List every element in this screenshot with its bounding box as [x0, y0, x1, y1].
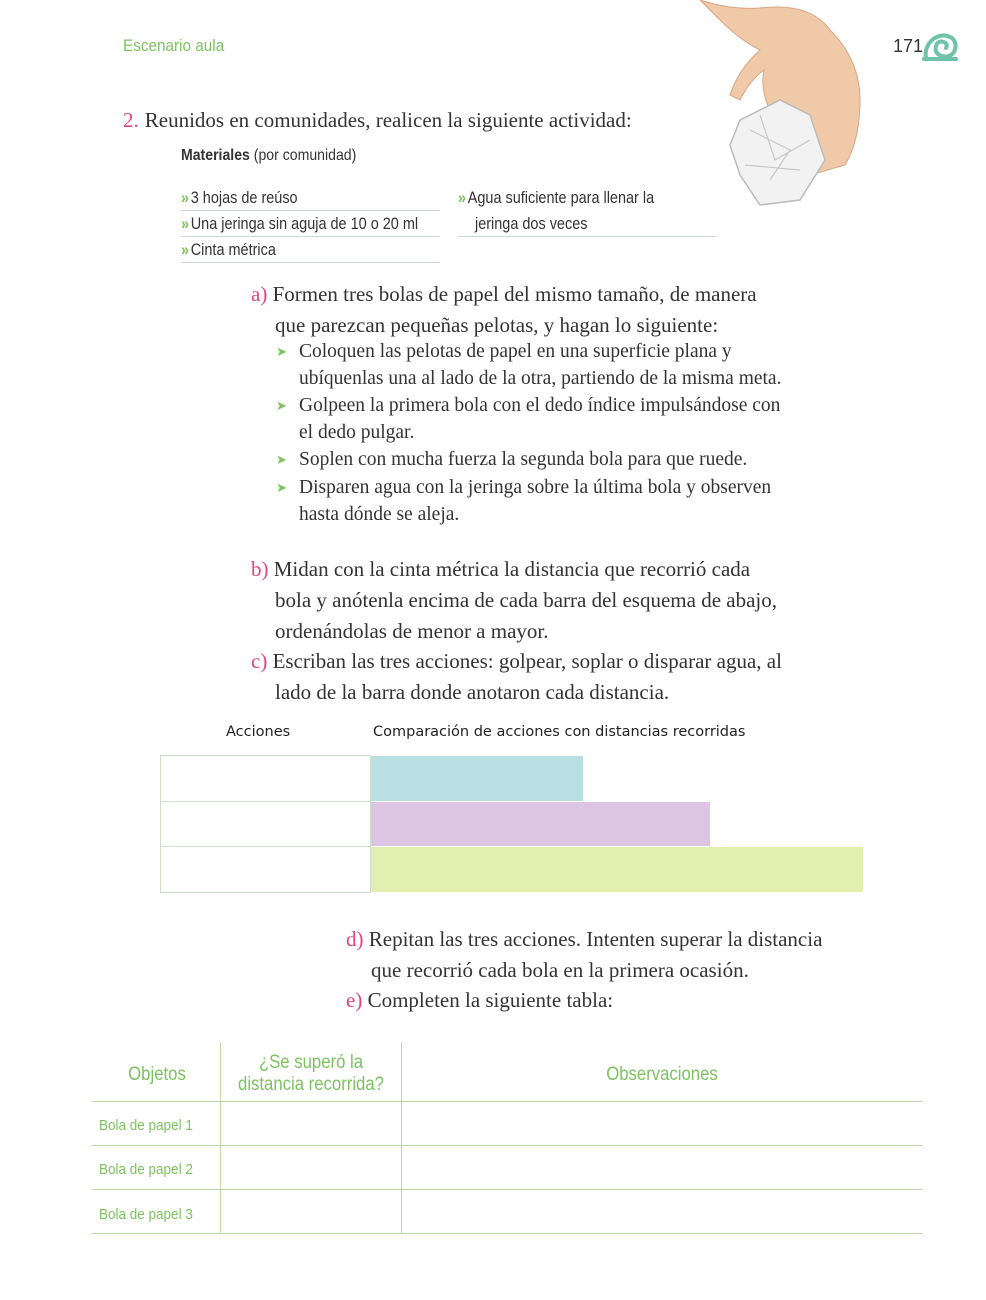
- step-c-line2: lado de la barra donde anotaron cada distancia.: [275, 680, 670, 704]
- material-item: » Una jeringa sin aguja de 10 o 20 ml: [181, 214, 419, 233]
- step-b: b) Midan con la cinta métrica la distancia que recorrió cada: [251, 557, 751, 581]
- step-letter: c): [251, 649, 268, 673]
- scheme-actions-label: Acciones: [226, 724, 291, 740]
- table-row-label: Bola de papel 3: [99, 1206, 193, 1223]
- bullet-item-line2: ubíquenlas una al lado de la otra, partiendo de la misma meta.: [299, 368, 782, 389]
- material-item: » Agua suficiente para llenar la: [458, 188, 655, 207]
- bullet-item: Disparen agua con la jeringa sobre la última bola y observen: [299, 477, 772, 498]
- step-d-line2: que recorrió cada bola en la primera ocasión.: [371, 958, 749, 982]
- activity-number: 2.: [123, 108, 139, 132]
- bullet-triangle-icon: ➤: [276, 453, 287, 468]
- answer-cell[interactable]: [221, 1102, 401, 1145]
- answer-cell[interactable]: [221, 1146, 401, 1189]
- material-item-continuation: jeringa dos veces: [475, 214, 588, 233]
- distance-bar-1: [371, 756, 583, 801]
- table-header-objects: Objetos: [128, 1064, 186, 1085]
- arrow-icon: »: [181, 214, 190, 233]
- arrow-icon: »: [458, 188, 467, 207]
- step-letter: d): [346, 927, 364, 951]
- observation-cell[interactable]: [402, 1190, 922, 1233]
- step-b-line3: ordenándolas de menor a mayor.: [275, 619, 549, 643]
- divider: [181, 236, 440, 237]
- step-letter: e): [346, 988, 363, 1012]
- material-item: » 3 hojas de reúso: [181, 188, 298, 207]
- step-c: c) Escriban las tres acciones: golpear, soplar o disparar agua, al: [251, 649, 782, 673]
- step-a: a) Formen tres bolas de papel del mismo tamaño, de manera: [251, 282, 757, 306]
- bullet-triangle-icon: ➤: [276, 345, 287, 360]
- snail-icon: [922, 30, 958, 62]
- activity-title-text: Reunidos en comunidades, realicen la siguiente actividad:: [144, 108, 632, 132]
- step-a-line2: que parezcan pequeñas pelotas, y hagan lo siguiente:: [275, 313, 719, 337]
- step-b-line2: bola y anótenla encima de cada barra del esquema de abajo,: [275, 588, 778, 612]
- bullet-triangle-icon: ➤: [276, 481, 287, 496]
- answer-cell[interactable]: [221, 1190, 401, 1233]
- action-write-box[interactable]: [160, 846, 371, 893]
- activity-title: [123, 108, 632, 133]
- bullet-triangle-icon: ➤: [276, 399, 287, 414]
- bullet-item: Golpeen la primera bola con el dedo índice impulsándose con: [299, 395, 781, 416]
- distance-bar-3: [371, 847, 863, 892]
- step-letter: a): [251, 282, 268, 306]
- action-write-box[interactable]: [160, 755, 371, 802]
- table-row-label: Bola de papel 1: [99, 1117, 193, 1134]
- bullet-item-line2: el dedo pulgar.: [299, 422, 415, 443]
- material-item: » Cinta métrica: [181, 240, 276, 259]
- hand-with-paper-ball-illustration: [660, 0, 890, 230]
- step-d: d) Repitan las tres acciones. Intenten superar la distancia: [346, 927, 823, 951]
- distance-bar-2: [371, 802, 710, 846]
- materials-note: (por comunidad): [253, 147, 357, 164]
- bullet-item: Soplen con mucha fuerza la segunda bola para que ruede.: [299, 449, 748, 470]
- materials-heading: [181, 147, 356, 165]
- page-number: 171: [893, 36, 924, 56]
- table-row-label: Bola de papel 2: [99, 1161, 193, 1178]
- materials-label: Materiales: [181, 147, 250, 164]
- observation-cell[interactable]: [402, 1102, 922, 1145]
- step-letter: b): [251, 557, 269, 581]
- divider: [458, 236, 716, 237]
- arrow-icon: »: [181, 188, 190, 207]
- divider: [181, 210, 440, 211]
- section-label: Escenario aula: [123, 36, 225, 55]
- bullet-item-line2: hasta dónde se aleja.: [299, 504, 460, 525]
- table-row-divider: [92, 1233, 923, 1234]
- table-header-surpassed: ¿Se superó la distancia recorrida?: [238, 1052, 384, 1095]
- scheme-title: Comparación de acciones con distancias recorridas: [373, 724, 746, 740]
- bullet-item: Coloquen las pelotas de papel en una superficie plana y: [299, 341, 732, 362]
- arrow-icon: »: [181, 240, 190, 259]
- table-header-observations: Observaciones: [606, 1064, 718, 1085]
- divider: [181, 262, 440, 263]
- observation-cell[interactable]: [402, 1146, 922, 1189]
- step-e: e) Completen la siguiente tabla:: [346, 988, 614, 1012]
- action-write-box[interactable]: [160, 801, 371, 847]
